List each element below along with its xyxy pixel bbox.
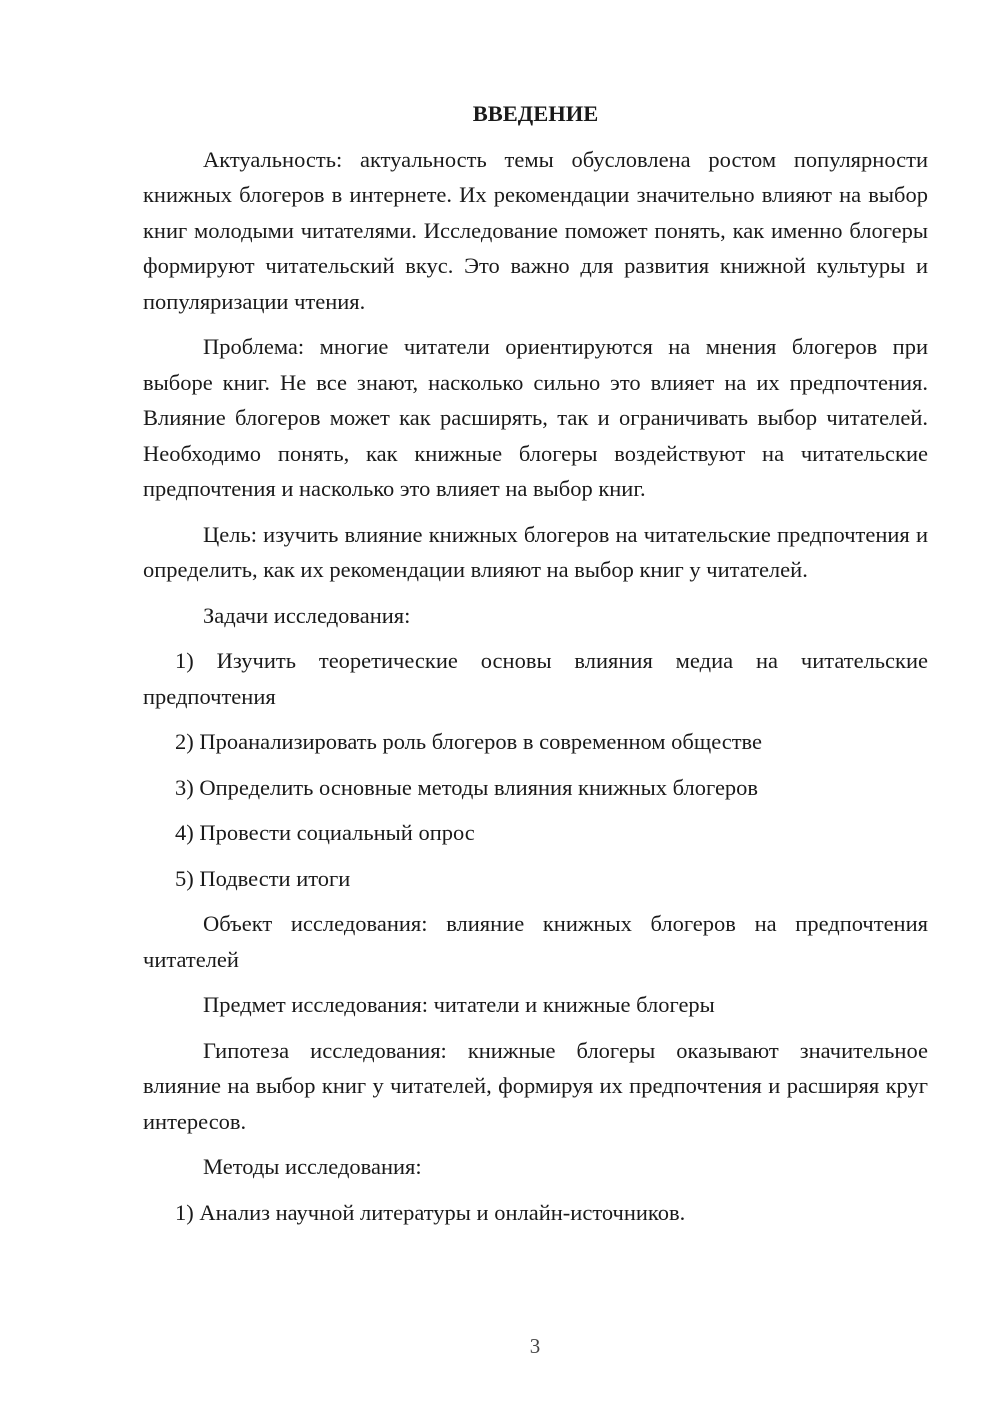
paragraph-object: Объект исследования: влияние книжных блогеров на предпочтения читателей (143, 911, 928, 972)
paragraph-goal: Цель: изучить влияние книжных блогеров на читательские предпочтения и определить, как их рекомендации влияют на выбор книг у читателей. (143, 521, 928, 582)
page-number: 3 (529, 1334, 541, 1358)
list-item-task-2: 2) Проанализировать роль блогеров в современном обществе (175, 729, 763, 754)
list-item-method-1: 1) Анализ научной литературы и онлайн-источников. (175, 1199, 686, 1225)
paragraph-subject: Предмет исследования: читатели и книжные блогеры (203, 992, 715, 1017)
tasks-heading: Задачи исследования: (203, 602, 411, 628)
document-page (143, 96, 928, 1240)
list-item-task-4: 4) Провести социальный опрос (175, 820, 475, 845)
list-item-task-1: 1) Изучить теоретические основы влияния медиа на читательские предпочтения (143, 648, 928, 709)
paragraph-hypothesis: Гипотеза исследования: книжные блогеры оказывают значительное влияние на выбор книг у читателей, формируя их предпочтения и расширяя круг интересов. (143, 1037, 928, 1134)
paragraph-problem: Проблема: многие читатели ориентируются на мнения блогеров при выборе книг. Не все знают, насколько сильно это влияет на их предпочтения. Влияние блогеров может как расширять, так и ограничивать выбор читателей. Необходимо понять, как книжные блогеры воздействуют на читательские предпочтения и насколько это влияет на выбор книг. (143, 334, 928, 501)
paragraph-relevance: Актуальность: актуальность темы обусловлена ростом популярности книжных блогеров в интернете. Их рекомендации значительно влияют на выбор книг молодыми читателями. Исследование поможет понять, как именно блогеры формируют читательский вкус. Это важно для развития книжной культуры и популяризации чтения. (143, 146, 928, 314)
list-item-task-5: 5) Подвести итоги (175, 865, 351, 891)
methods-heading: Методы исследования: (203, 1154, 422, 1179)
list-item-task-3: 3) Определить основные методы влияния книжных блогеров (175, 774, 759, 800)
document-title: ВВЕДЕНИЕ (472, 101, 599, 126)
